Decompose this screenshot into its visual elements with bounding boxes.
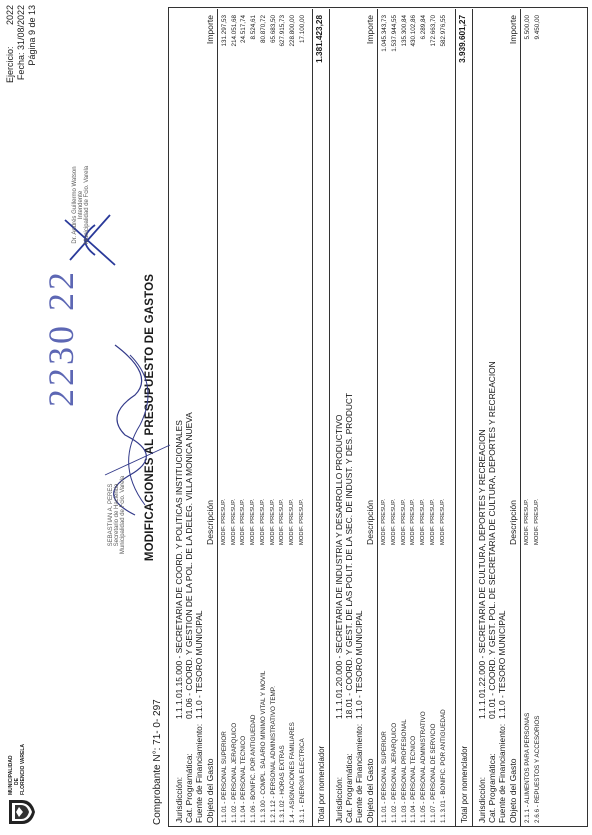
logo-text: MUNICIPALIDAD DE FLORENCIO VARELA	[8, 743, 26, 795]
row-importe: 430.102,86	[410, 15, 418, 47]
row-objeto: 1.1.06 - BONIFIC. POR ANTIGUEDAD	[250, 714, 258, 823]
ejercicio-value: 2022	[5, 5, 15, 26]
row-descripcion: MODIF. PRESUP.	[524, 499, 530, 545]
signature-block-hacienda: SEBASTIAN A. PERES Secretario de Hacienda Municipalidad de Fcio. Varela	[108, 475, 126, 555]
row-descripcion: MODIF. PRESUP.	[298, 499, 305, 545]
descripcion-header: Descripción	[365, 500, 375, 545]
row-objeto: 1.4 - ASIGNACIONES FAMILIARES	[288, 722, 296, 823]
objeto-header: Objeto del Gasto	[205, 758, 215, 823]
row-importe: 65.683,50	[269, 15, 277, 44]
row-importe: 1.045.343,73	[381, 15, 388, 52]
stamp-number: 2230 22	[41, 269, 81, 407]
row-objeto: 1.2.1.12 - PERSONAL ADMINISTRATIVO TEMP.	[269, 686, 277, 823]
table-box	[168, 7, 588, 827]
pagina: Página 9 de 13	[27, 5, 37, 66]
row-descripcion: MODIF. PRESUP.	[420, 499, 427, 545]
row-objeto: 1.1.01 - PERSONAL SUPERIOR	[381, 731, 388, 823]
programatica-value: 01.01 - COORD. Y GEST. POL. DE SECRETARIA DE CULTURA, DEPORTES Y RECREACION	[487, 361, 497, 719]
row-objeto: 1.1.07 - PERSONAL DE SERVICIO	[430, 723, 437, 823]
fecha: Fecha: 31/08/2022	[16, 5, 26, 81]
signature-block-mayor: Dr. Andrés Guillermo Watson Intendente Municipalidad de Fcio. Varela	[72, 165, 90, 245]
jurisdiccion-value: 1.1.1.01.22.000 - SECRETARIA DE CULTURA, DEPORTES Y RECREACION	[477, 429, 487, 719]
section-1-total: 1.381.423,28	[315, 15, 324, 63]
row-importe: 17.100,00	[298, 15, 306, 44]
row-importe: 1.537.944,55	[390, 15, 398, 52]
jurisdiccion-label: Jurisdicción:	[477, 776, 487, 823]
jurisdiccion-value: 1.1.1.01.15.000 - SECRETARIA DE COORD. Y POLITICAS INSTITUCIONALES	[174, 420, 184, 719]
row-objeto: 1.1.3.00 - COMPL. SALARIO MINIMO VITAL Y MOVIL	[259, 670, 267, 823]
row-importe: 80.870,72	[259, 15, 267, 44]
row-importe: 6.289,84	[420, 15, 428, 40]
row-importe: 9.450,00	[533, 15, 541, 40]
row-importe: 131.297,53	[221, 15, 228, 47]
row-objeto: 1.1.05 - PERSONAL ADMINISTRATIVO	[420, 711, 428, 823]
programatica-label: Cat. Programática:	[184, 753, 194, 823]
section-rule	[472, 9, 473, 827]
row-importe: 8.524,61	[250, 15, 258, 40]
row-descripcion: MODIF. PRESUP.	[400, 499, 407, 545]
row-objeto: 3.1.1 - ENERGIA ELECTRICA	[298, 738, 306, 823]
row-objeto: 1.1.3.01 - BONIFIC. POR ANTIGUEDAD	[439, 709, 447, 823]
descripcion-header: Descripción	[508, 500, 518, 545]
financiamiento-label: Fuente de Financiamiento:	[354, 723, 364, 823]
municipal-shield-icon	[6, 797, 36, 827]
section-rule	[329, 9, 330, 827]
financiamiento-value: 1.1.0 - TESORO MUNICIPAL	[354, 610, 364, 719]
total-label: Total por nomenclador	[460, 745, 469, 823]
row-objeto: 1.1.02 - PERSONAL JERARQUICO	[230, 722, 238, 823]
row-descripcion: MODIF. PRESUP.	[259, 499, 266, 545]
row-objeto: 2.6.6 - REPUESTOS Y ACCESORIOS	[533, 715, 541, 823]
header-rule	[520, 9, 521, 827]
row-descripcion: MODIF. PRESUP.	[269, 499, 276, 545]
programatica-value: 01.06 - COORD. Y GESTION DE LA POL. DE LA DELEG. VILLA MONICA NUEVA	[184, 412, 194, 719]
row-objeto: 1.1.01 - PERSONAL SUPERIOR	[221, 731, 228, 823]
row-importe: 135.300,84	[400, 15, 408, 47]
row-objeto: 1.1.04 - PERSONAL TECNICO	[240, 735, 248, 823]
total-rule	[312, 9, 313, 827]
row-descripcion: MODIF. PRESUP.	[250, 499, 257, 545]
row-importe: 582.976,55	[439, 15, 447, 47]
section-2-total: 3.939.601,27	[458, 15, 467, 63]
financiamiento-label: Fuente de Financiamiento:	[194, 723, 204, 823]
row-importe: 5.500,00	[524, 15, 531, 40]
total-label: Total por nomenclador	[317, 745, 326, 823]
ejercicio-label: Ejercicio:	[5, 46, 15, 83]
objeto-header: Objeto del Gasto	[508, 758, 518, 823]
row-descripcion: MODIF. PRESUP.	[230, 499, 237, 545]
row-importe: 228.800,00	[288, 15, 296, 47]
financiamiento-value: 1.1.0 - TESORO MUNICIPAL	[194, 610, 204, 719]
row-descripcion: MODIF. PRESUP.	[221, 499, 227, 545]
jurisdiccion-label: Jurisdicción:	[334, 776, 344, 823]
row-objeto: 1.1.02 - PERSONAL JERARQUICO	[390, 722, 398, 823]
importe-header: Importe	[508, 15, 518, 45]
financiamiento-value: 1.1.0 - TESORO MUNICIPAL	[497, 610, 507, 719]
row-importe: 24.517,74	[240, 15, 248, 44]
row-objeto: 2.1.1 - ALIMENTOS PARA PERSONAS	[524, 712, 531, 823]
total-rule	[455, 9, 456, 827]
descripcion-header: Descripción	[205, 500, 215, 545]
programatica-label: Cat. Programática:	[487, 753, 497, 823]
row-descripcion: MODIF. PRESUP.	[390, 499, 397, 545]
row-descripcion: MODIF. PRESUP.	[533, 499, 540, 545]
row-descripcion: MODIF. PRESUP.	[279, 499, 286, 545]
jurisdiccion-label: Jurisdicción:	[174, 776, 184, 823]
row-importe: 172.663,70	[430, 15, 437, 47]
row-descripcion: MODIF. PRESUP.	[430, 499, 436, 545]
row-descripcion: MODIF. PRESUP.	[288, 499, 295, 545]
header-rule	[377, 9, 378, 827]
programatica-value: 18.01 - COORD. Y GEST. DE LAS POLIT. DE LA SEC. DE INDUST. Y DES. PRODUCT	[344, 392, 354, 719]
row-descripcion: MODIF. PRESUP.	[240, 499, 247, 545]
row-objeto: 1.1.03 - PERSONAL PROFESIONAL	[400, 719, 408, 823]
row-objeto: 1.3.1.02 - HORAS EXTRAS	[279, 745, 287, 823]
financiamiento-label: Fuente de Financiamiento:	[497, 723, 507, 823]
comprobante-number: Comprobante N°: 71- 0- 297	[152, 699, 163, 825]
importe-header: Importe	[205, 15, 215, 45]
row-importe: 627.915,73	[279, 15, 287, 47]
row-objeto: 1.1.04 - PERSONAL TECNICO	[410, 735, 418, 823]
programatica-label: Cat. Programática:	[344, 753, 354, 823]
signature-mark-icon	[55, 205, 125, 275]
importe-header: Importe	[365, 15, 375, 45]
signature-scribble-icon	[75, 325, 185, 535]
row-descripcion: MODIF. PRESUP.	[381, 499, 387, 545]
header-rule	[217, 9, 218, 827]
row-descripcion: MODIF. PRESUP.	[410, 499, 417, 545]
objeto-header: Objeto del Gasto	[365, 758, 375, 823]
page-title: MODIFICACIONES AL PRESUPUESTO DE GASTOS	[144, 273, 156, 562]
row-descripcion: MODIF. PRESUP.	[439, 499, 446, 545]
jurisdiccion-value: 1.1.1.01.20.000 - SECRETARIA DE INDUSTRIA Y DESARROLLO PRODUCTIVO	[334, 414, 344, 719]
row-importe: 214.051,68	[230, 15, 238, 47]
